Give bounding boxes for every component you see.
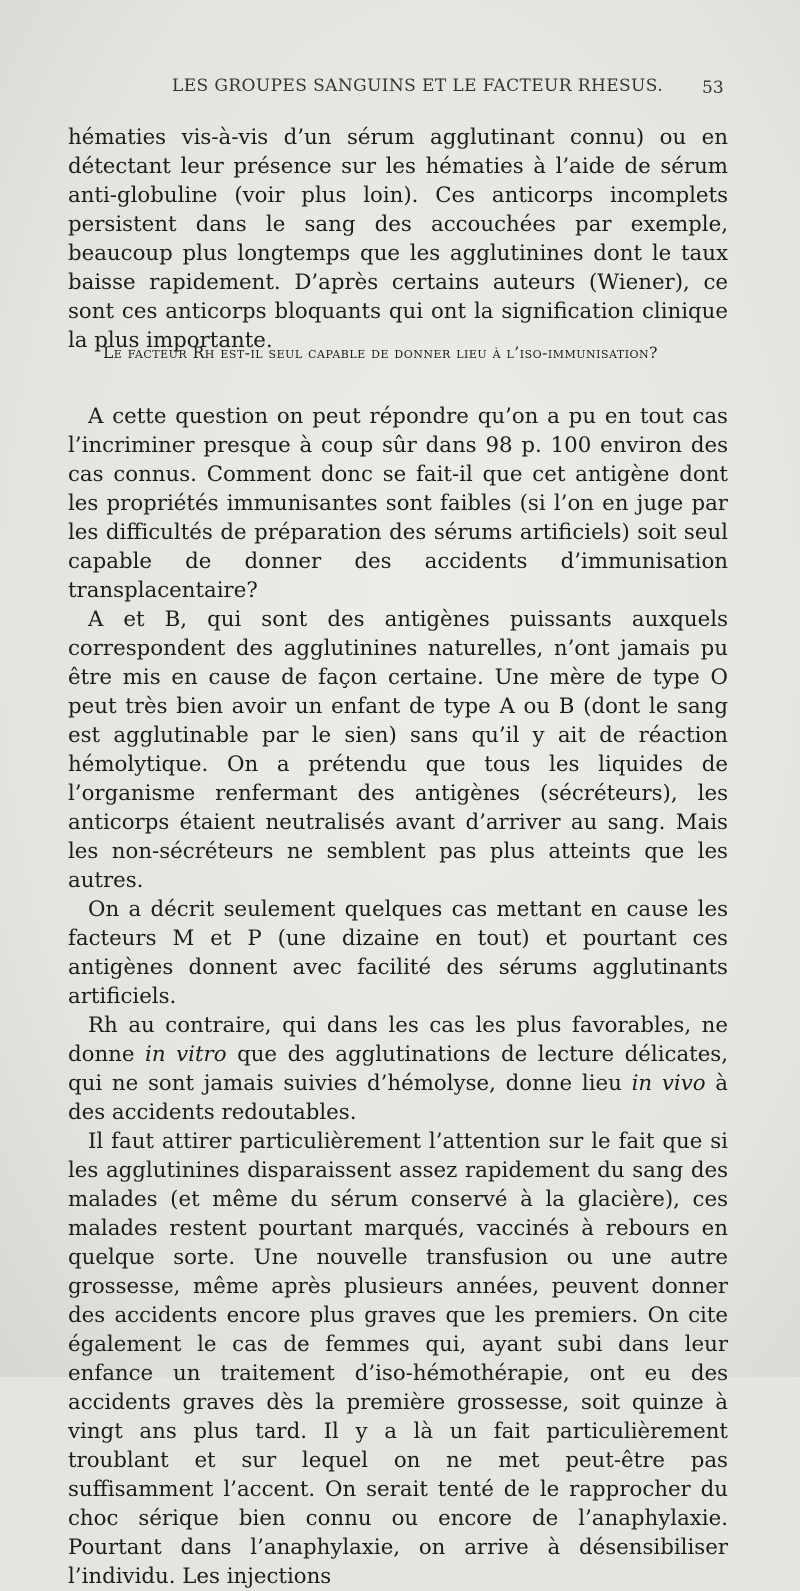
body-text — [68, 402, 728, 1591]
paragraph-3: On a décrit seulement quelques cas mettant en cause les facteurs M et P (une dizaine en tout) et pourtant ces antigènes donnent avec facilité des sérums agglutinants artificiels. — [68, 897, 728, 1009]
paragraph-1: A cette question on peut répondre qu’on a pu en tout cas l’incriminer presque à coup sûr dans 98 p. 100 environ des cas connus. Comment donc se fait-il que cet antigène dont les propriétés immunisantes sont faibles (si l’on en juge par les difficultés de préparation des sérums artificiels) soit seul capable de donner des accidents d’immunisation transplacentaire? — [68, 404, 728, 603]
in-vivo-italic: in vivo — [631, 1071, 706, 1096]
continuation-paragraph: hématies vis-à-vis d’un sérum agglutinant connu) ou en détectant leur présence sur les hématies à l’aide de sérum anti-globuline (voir plus loin). Ces anticorps incomplets persistent dans le sang des accouchées par exemple, beaucoup plus longtemps que les agglutinines dont le taux baisse rapidement. D’après certains auteurs (Wiener), ce sont ces anticorps bloquants qui ont la signification clinique la plus importante. — [68, 125, 728, 353]
continuation-block — [68, 123, 728, 355]
page-number: 53 — [702, 78, 724, 98]
section-heading: Le facteur Rh est-il seul capable de donner lieu à l’iso-immunisation? — [103, 344, 658, 362]
paragraph-4-text-c: à des accidents redoutables. — [68, 1071, 729, 1125]
paragraph-4-text-b: que des agglutinations de lecture délicates, qui ne sont jamais suivies d’hémolyse, donne lieu — [68, 1042, 729, 1096]
paragraph-4 — [68, 1011, 728, 1127]
page-header — [0, 76, 800, 102]
in-vitro-italic: in vitro — [145, 1042, 227, 1067]
paragraph-2: A et B, qui sont des antigènes puissants auxquels correspondent des agglutinines naturelles, n’ont jamais pu être mis en cause de façon certaine. Une mère de type O peut très bien avoir un enfant de type A ou B (dont le sang est agglutinable par le sien) sans qu’il y ait de réaction hémolytique. On a prétendu que tous les liquides de l’organisme renfermant des antigènes (sécréteurs), les anticorps étaient neutralisés avant d’arriver au sang. Mais les non-sécréteurs ne semblent pas plus atteints que les autres. — [68, 607, 728, 893]
running-title: LES GROUPES SANGUINS ET LE FACTEUR RHESUS. — [172, 76, 664, 96]
paragraph-4-text-a: Rh au contraire, qui dans les cas les plus favorables, ne donne — [68, 1013, 728, 1067]
paragraph-5: Il faut attirer particulièrement l’attention sur le fait que si les agglutinines disparaissent assez rapidement du sang des malades (et même du sérum conservé à la glacière), ces malades restent pourtant marqués, vaccinés à rebours en quelque sorte. Une nouvelle transfusion ou une autre grossesse, même après plusieurs années, peuvent donner des accidents encore plus graves que les premiers. On cite également le cas de femmes qui, ayant subi dans leur enfance un traitement d’iso-hémothérapie, ont eu des accidents graves dès la première grossesse, soit quinze à vingt ans plus tard. Il y a là un fait particulièrement troublant et sur lequel on ne met peut-être pas suffisamment l’accent. On serait tenté de le rapprocher du choc sérique bien connu ou encore de l’anaphylaxie. Pourtant dans l’anaphylaxie, on arrive à désensibiliser l’individu. Les injections — [68, 1129, 728, 1589]
